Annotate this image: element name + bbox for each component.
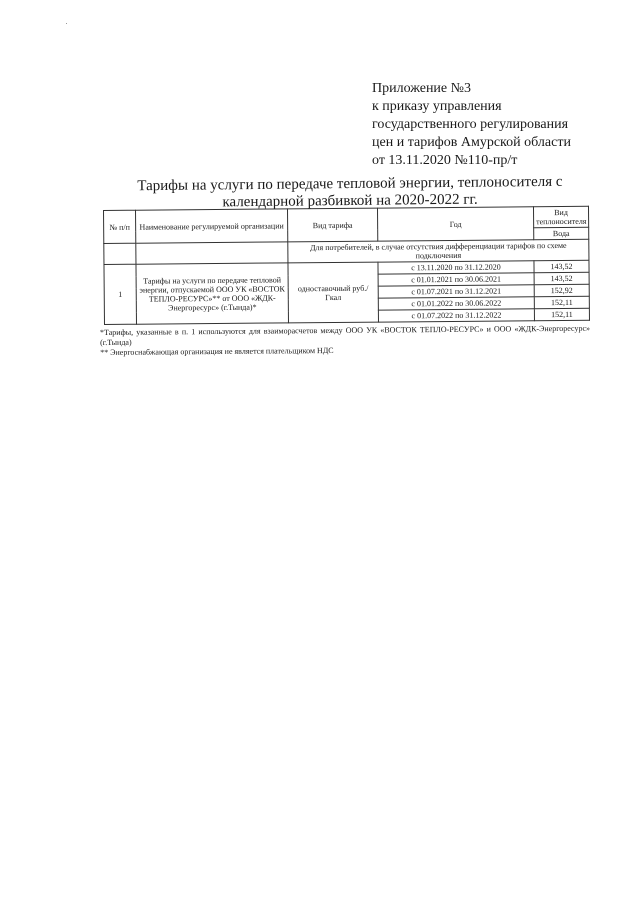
footnote-2: ** Энергоснабжающая организация не является плательщиком НДС (100, 345, 334, 357)
consumers-note: Для потребителей, в случае отсутствия дифференциации тарифов по схеме подключения (288, 239, 589, 263)
header-row (104, 206, 589, 231)
empty-cell (104, 243, 136, 264)
title-line-1: Тарифы на услуги по передаче тепловой энергии, теплоносителя с (137, 173, 563, 195)
appendix-line: к приказу управления (372, 99, 502, 114)
period-cell: с 01.01.2021 по 30.06.2021 (378, 273, 534, 286)
appendix-line: Приложение №3 (372, 81, 471, 96)
row-num: 1 (104, 264, 137, 324)
appendix-line: государственного регулирования (372, 117, 569, 132)
appendix-block (372, 80, 622, 170)
period-cell: с 13.11.2020 по 31.12.2020 (378, 261, 534, 274)
row-org: Тарифы на услуги по передаче тепловой энергии, отпускаемой ООО УК «ВОСТОК ТЕПЛО-РЕСУРС»** от ООО «ЖДК-Энергоресурс» (г.Тында)* (136, 263, 289, 324)
value-cell: 152,11 (534, 296, 589, 308)
value-cell: 143,52 (534, 272, 589, 284)
header-year: Год (377, 207, 533, 241)
appendix-line: цен и тарифов Амурской области (372, 135, 571, 150)
header-org: Наименование регулируемой организации (136, 209, 288, 243)
period-cell: с 01.01.2022 по 30.06.2022 (378, 297, 534, 310)
value-cell: 152,11 (534, 308, 589, 320)
header-water: Вода (534, 227, 589, 239)
empty-cell (136, 242, 288, 264)
header-carrier: Вид теплоносителя (533, 206, 588, 227)
header-tariff-type: Вид тарифа (287, 208, 377, 242)
value-cell: 152,92 (534, 284, 589, 296)
footnote-1: *Тарифы, указанные в п. 1 используются для взаиморасчетов между ООО УК «ВОСТОК ТЕПЛО-РЕСУРС» и ООО «ЖДК-Энергоресурс» (г.Тында) (100, 323, 591, 347)
footnotes (100, 324, 590, 358)
appendix-line: от 13.11.2020 №110-пр/т (372, 153, 518, 168)
period-cell: с 01.07.2022 по 31.12.2022 (378, 309, 534, 322)
header-num: № п/п (104, 210, 136, 243)
period-cell: с 01.07.2021 по 31.12.2021 (378, 285, 534, 298)
scan-speck (66, 23, 67, 24)
row-tariff: одноставочный руб./Гкал (288, 262, 379, 323)
title-line-2: календарной разбивкой на 2020-2022 гг. (222, 191, 478, 211)
tariff-table (103, 206, 590, 325)
value-cell: 143,52 (534, 260, 589, 272)
